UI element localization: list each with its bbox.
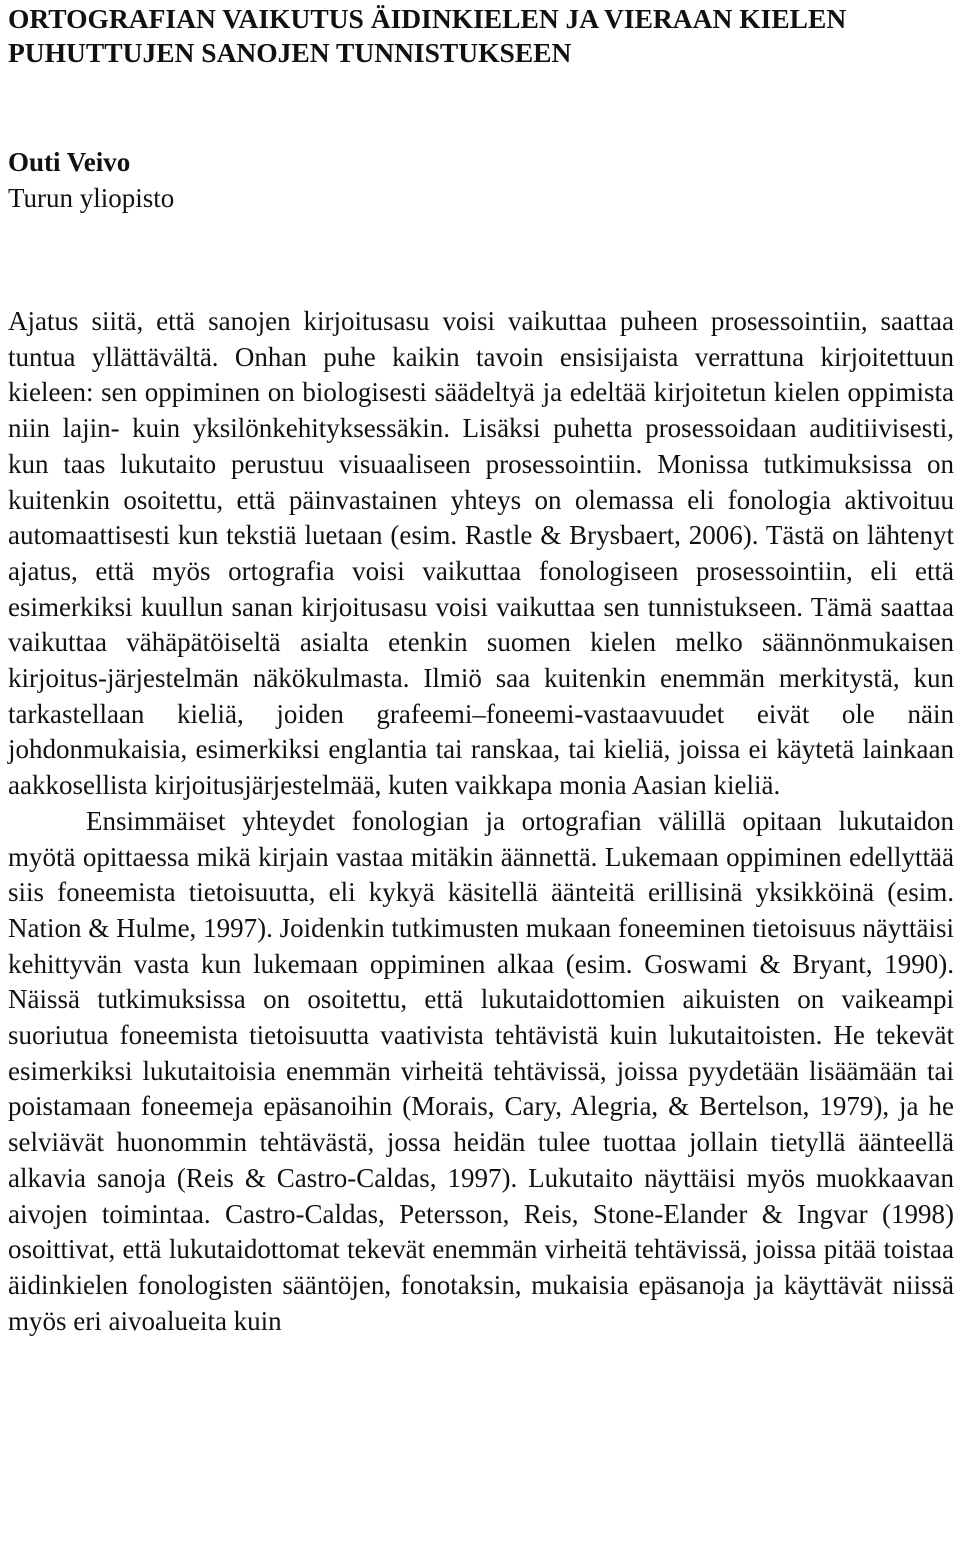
author-block (8, 144, 954, 216)
paragraph-1: Ajatus siitä, että sanojen kirjoitusasu voisi vaikuttaa puheen prosessointiin, saattaa tuntua yllättävältä. Onhan puhe kaikin tavoin ensisijaista verrattuna kirjoitettuun kieleen: sen oppiminen on biologisesti säädeltyä ja edeltää kirjoitetun kielen oppimista niin lajin- kuin yksilönkehityksessäkin. Lisäksi puhetta prosessoidaan auditiivisesti, kun taas lukutaito perustuu visuaaliseen prosessointiin. Monissa tutkimuksissa on kuitenkin osoitettu, että päinvastainen yhteys on olemassa eli fonologia aktivoituu automaattisesti kun tekstiä luetaan (esim. Rastle & Brysbaert, 2006). Tästä on lähtenyt ajatus, että myös ortografia voisi vaikuttaa fonologiseen prosessointiin, eli että esimerkiksi kuullun sanan kirjoitusasu voisi vaikuttaa sen tunnistukseen. Tämä saattaa vaikuttaa vähäpätöiseltä asialta etenkin suomen kielen melko säännönmukaisen kirjoitus-järjestelmän näkökulmasta. Ilmiö saa kuitenkin enemmän merkitystä, kun tarkastellaan kieliä, joiden grafeemi–foneemi-vastaavuudet eivät ole näin johdonmukaisia, esimerkiksi englantia tai ranskaa, tai kieliä, joissa ei käytetä lainkaan aakkosellista kirjoitusjärjestelmää, kuten vaikkapa monia Aasian kieliä. (8, 306, 954, 801)
author-affiliation: Turun yliopisto (8, 183, 175, 213)
document-page (8, 0, 954, 1339)
paragraph-2: Ensimmäiset yhteydet fonologian ja ortografian välillä opitaan lukutaidon myötä opittaessa mikä kirjain vastaa mitäkin äännettä. Lukemaan oppiminen edellyttää siis foneemista tietoisuutta, eli kykyä käsitellä äänteitä erillisinä yksikköinä (esim. Nation & Hulme, 1997). Joidenkin tutkimusten mukaan foneeminen tietoisuus näyttäisi kehittyvän vasta kun lukemaan oppiminen alkaa (esim. Goswami & Bryant, 1990). Näissä tutkimuksissa on osoitettu, että lukutaidottomien aikuisten on vaikeampi suoriutua foneemista tietoisuutta vaativista tehtävistä kuin lukutaitoisten. He tekevät esimerkiksi lukutaitoisia enemmän virheitä tehtävissä, joissa pyydetään lisäämään tai poistamaan foneemeja epäsanoihin (Morais, Cary, Alegria, & Bertelson, 1979), ja he selviävät huonommin tehtävästä, jossa heidän tulee tuottaa jollain tietyllä äänteellä alkavia sanoja (Reis & Castro-Caldas, 1997). Lukutaito näyttäisi myös muokkaavan aivojen toimintaa. Castro-Caldas, Petersson, Reis, Stone-Elander & Ingvar (1998) osoittivat, että lukutaidottomat tekevät enemmän virheitä tehtävissä, joissa pitää toistaa äidinkielen fonologisten sääntöjen, fonotaksin, mukaisia epäsanoja ja käyttävät niissä myös eri aivoalueita kuin (8, 805, 954, 1336)
author-name: Outi Veivo (8, 147, 131, 177)
body-text (8, 304, 954, 1339)
paper-title: ORTOGRAFIAN VAIKUTUS ÄIDINKIELEN JA VIERAAN KIELEN PUHUTTUJEN SANOJEN TUNNISTUKSEEN (8, 3, 847, 68)
